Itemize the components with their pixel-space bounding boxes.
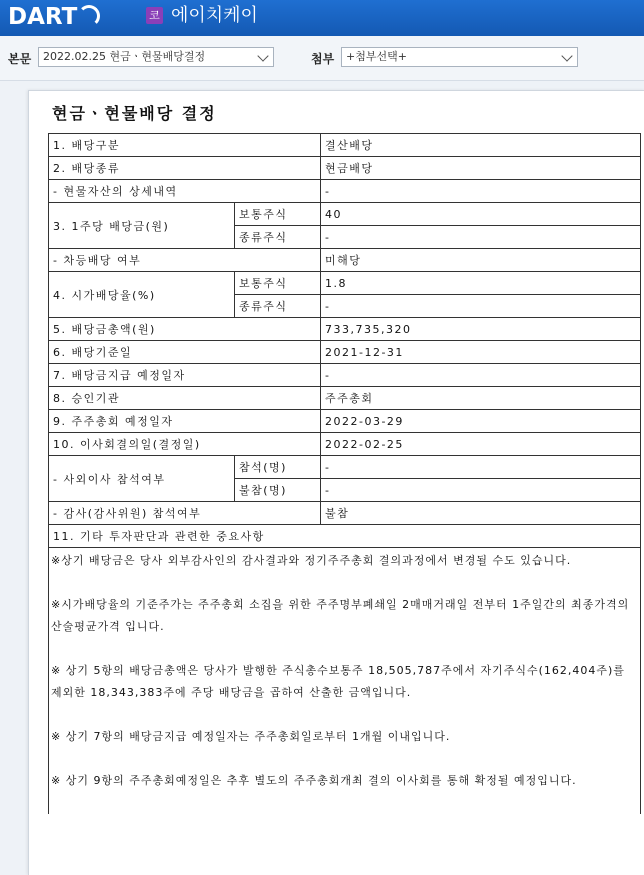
- table-row: [49, 387, 641, 410]
- row-value: 2022-02-25: [321, 433, 641, 456]
- chevron-down-icon: [257, 50, 268, 61]
- note-paragraph: ※ 상기 9항의 주주총회예정일은 추후 별도의 주주총회개최 결의 이사회를 통해 확정될 예정입니다.: [51, 774, 577, 787]
- logo-swoosh-icon: [78, 5, 100, 27]
- row-label: - 현물자산의 상세내역: [49, 180, 321, 203]
- row-label: 2. 배당종류: [49, 157, 321, 180]
- chevron-down-icon: [561, 50, 572, 61]
- market-badge: 코: [146, 7, 163, 24]
- row-value: -: [321, 456, 641, 479]
- row-value: -: [321, 226, 641, 249]
- table-row: [49, 341, 641, 364]
- table-row: [49, 203, 641, 226]
- main-doc-label: 본문: [8, 52, 32, 66]
- row-value: 733,735,320: [321, 318, 641, 341]
- note-paragraph: ※상기 배당금은 당사 외부감사인의 감사결과와 정기주주총회 결의과정에서 변경될 수도 있습니다.: [51, 554, 572, 567]
- row-label: 11. 기타 투자판단과 관련한 중요사항: [49, 525, 641, 548]
- table-row: [49, 502, 641, 525]
- row-value: -: [321, 479, 641, 502]
- attachment-select-value: +첨부선택+: [346, 50, 407, 63]
- note-paragraph: ※ 상기 7항의 배당금지급 예정일자는 주주총회일로부터 1개월 이내입니다.: [51, 730, 451, 743]
- table-row: [49, 410, 641, 433]
- table-row: [49, 180, 641, 203]
- row-label: - 차등배당 여부: [49, 249, 321, 272]
- row-label: 8. 승인기관: [49, 387, 321, 410]
- row-sublabel: 종류주식: [235, 226, 321, 249]
- row-sublabel: 불참(명): [235, 479, 321, 502]
- notes-cell: [49, 548, 641, 815]
- row-value: 주주총회: [321, 387, 641, 410]
- row-sublabel: 보통주식: [235, 203, 321, 226]
- table-row: [49, 318, 641, 341]
- dividend-table: [48, 133, 641, 814]
- attachment-label: 첨부: [311, 52, 335, 66]
- table-row: [49, 272, 641, 295]
- row-label: - 사외이사 참석여부: [49, 456, 235, 502]
- table-row: [49, 134, 641, 157]
- row-value: -: [321, 364, 641, 387]
- row-value: -: [321, 295, 641, 318]
- row-sublabel: 종류주식: [235, 295, 321, 318]
- dart-logo[interactable]: [8, 3, 100, 31]
- main-doc-select-value: 2022.02.25 현금ㆍ현물배당결정: [43, 50, 206, 63]
- row-label: 6. 배당기준일: [49, 341, 321, 364]
- row-label: 4. 시가배당율(%): [49, 272, 235, 318]
- row-value: 불참: [321, 502, 641, 525]
- row-sublabel: 보통주식: [235, 272, 321, 295]
- row-value: 2021-12-31: [321, 341, 641, 364]
- row-sublabel: 참석(명): [235, 456, 321, 479]
- document-selector-bar: [0, 36, 644, 81]
- row-value: 1.8: [321, 272, 641, 295]
- row-value: -: [321, 180, 641, 203]
- attachment-select[interactable]: [341, 47, 578, 67]
- document-viewer[interactable]: [28, 90, 644, 875]
- note-paragraph: ※ 상기 5항의 배당금총액은 당사가 발행한 주식총수보통주 18,505,787주에서 자기주식수(162,404주)를 제외한 18,343,383주에 주당 배당금을 곱하여 산출한 금액입니다.: [51, 664, 625, 699]
- row-value: 40: [321, 203, 641, 226]
- note-paragraph: ※시가배당율의 기준주가는 주주총회 소집을 위한 주주명부폐쇄일 2매매거래일 전부터 1주일간의 최종가격의 산술평균가격 입니다.: [51, 598, 630, 633]
- table-row: [49, 525, 641, 548]
- notes-row: [49, 548, 641, 815]
- table-row: [49, 364, 641, 387]
- table-row: [49, 456, 641, 479]
- document-title: 현금ㆍ현물배당 결정: [52, 104, 217, 123]
- table-row: [49, 249, 641, 272]
- row-label: 1. 배당구분: [49, 134, 321, 157]
- row-label: 10. 이사회결의일(결정일): [49, 433, 321, 456]
- row-value: 현금배당: [321, 157, 641, 180]
- logo-text: DART: [8, 4, 78, 30]
- row-label: 3. 1주당 배당금(원): [49, 203, 235, 249]
- top-bar: [0, 0, 644, 36]
- row-label: 5. 배당금총액(원): [49, 318, 321, 341]
- company-name: 에이치케이: [171, 5, 258, 26]
- row-value: 결산배당: [321, 134, 641, 157]
- row-label: 9. 주주총회 예정일자: [49, 410, 321, 433]
- table-row: [49, 157, 641, 180]
- row-value: 2022-03-29: [321, 410, 641, 433]
- main-doc-select[interactable]: [38, 47, 274, 67]
- row-value: 미해당: [321, 249, 641, 272]
- row-label: - 감사(감사위원) 참석여부: [49, 502, 321, 525]
- row-label: 7. 배당금지급 예정일자: [49, 364, 321, 387]
- table-row: [49, 433, 641, 456]
